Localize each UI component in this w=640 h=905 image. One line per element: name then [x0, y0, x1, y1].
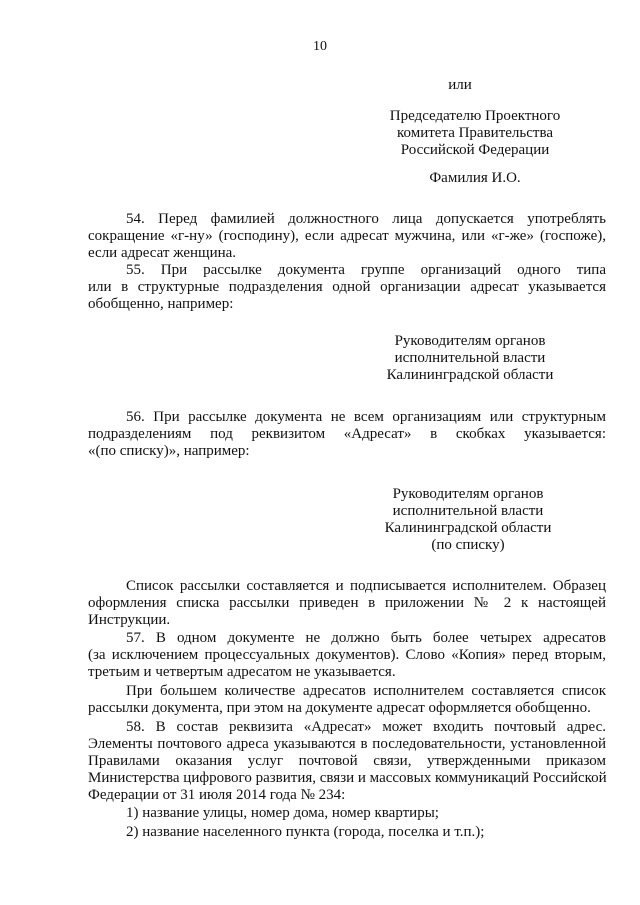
paragraph-line: третьим и четвертым адресатом не указывается. [88, 664, 396, 680]
addressee-block-1 [360, 108, 590, 159]
addressee-line: Председателю Проектного [389, 108, 561, 124]
paragraph-55 [88, 262, 606, 313]
paragraph-line: 55. При рассылке документа группе организаций одного типа [126, 262, 606, 278]
paragraph-line: Список рассылки составляется и подписывается исполнителем. Образец [126, 578, 606, 594]
paragraph-line: если адресат женщина. [88, 245, 237, 261]
paragraph-line: Федерации от 31 июля 2014 года № 234: [88, 787, 346, 803]
paragraph-line: подразделениям под реквизитом «Адресат» в скобках указывается: [88, 426, 606, 442]
paragraph-line: сокращение «г-ну» (господину), если адресат мужчина, или «г-же» (госпоже), [88, 228, 606, 244]
list-item: 2) название населенного пункта (города, поселка и т.п.); [126, 824, 485, 840]
addressee-line: (по списку) [431, 537, 505, 553]
addressee-block-2 [355, 333, 585, 384]
addressee-line: Калининградской области [384, 520, 552, 536]
paragraph-58 [88, 719, 606, 804]
addressee-name [360, 170, 590, 187]
paragraph-line: Министерства цифрового развития, связи и массовых коммуникаций Российской [88, 770, 607, 786]
paragraph-line: Инструкции. [88, 612, 171, 628]
paragraph-line: или в структурные подразделения одной организации адресат указывается [88, 279, 606, 295]
or-word-text: или [448, 77, 472, 93]
paragraph-57 [88, 630, 606, 681]
addressee-line: Российской Федерации [400, 142, 550, 158]
page-number: 10 [313, 39, 327, 54]
addressee-line: Руководителям органов [394, 333, 546, 349]
paragraph-more-addressees [88, 683, 606, 717]
paragraph-line: 56. При рассылке документа не всем организациям или структурным [126, 409, 606, 425]
paragraph-line: оформления списка рассылки приведен в приложении № 2 к настоящей [88, 595, 606, 611]
paragraph-line: 58. В состав реквизита «Адресат» может входить почтовый адрес. [126, 719, 606, 735]
paragraph-line: Правилами оказания услуг почтовой связи, утвержденными приказом [88, 753, 606, 769]
or-word [420, 77, 500, 94]
paragraph-line: Элементы почтового адреса указываются в последовательности, установленной [88, 736, 606, 752]
paragraph-line: 54. Перед фамилией должностного лица допускается употреблять [126, 211, 606, 227]
list-item: 1) название улицы, номер дома, номер квартиры; [126, 805, 439, 821]
paragraph-54 [88, 211, 606, 262]
paragraph-mailing-list [88, 578, 606, 629]
paragraph-line: 57. В одном документе не должно быть более четырех адресатов [126, 630, 606, 646]
paragraph-line: «(по списку)», например: [88, 443, 250, 459]
addressee-line: исполнительной власти [392, 503, 544, 519]
addressee-line: Руководителям органов [392, 486, 544, 502]
addressee-line: исполнительной власти [394, 350, 546, 366]
paragraph-56 [88, 409, 606, 460]
paragraph-line: При большем количестве адресатов исполнителем составляется список [126, 683, 606, 699]
paragraph-line: (за исключением процессуальных документов). Слово «Копия» перед вторым, [88, 647, 606, 663]
paragraph-line: обобщенно, например: [88, 296, 234, 312]
addressee-block-3 [353, 486, 583, 554]
paragraph-line: рассылки документа, при этом на документе адресат оформляется обобщенно. [88, 700, 591, 716]
addressee-name-text: Фамилия И.О. [429, 170, 521, 186]
addressee-line: Калининградской области [386, 367, 554, 383]
addressee-line: комитета Правительства [396, 125, 553, 141]
address-elements-list [88, 805, 606, 841]
